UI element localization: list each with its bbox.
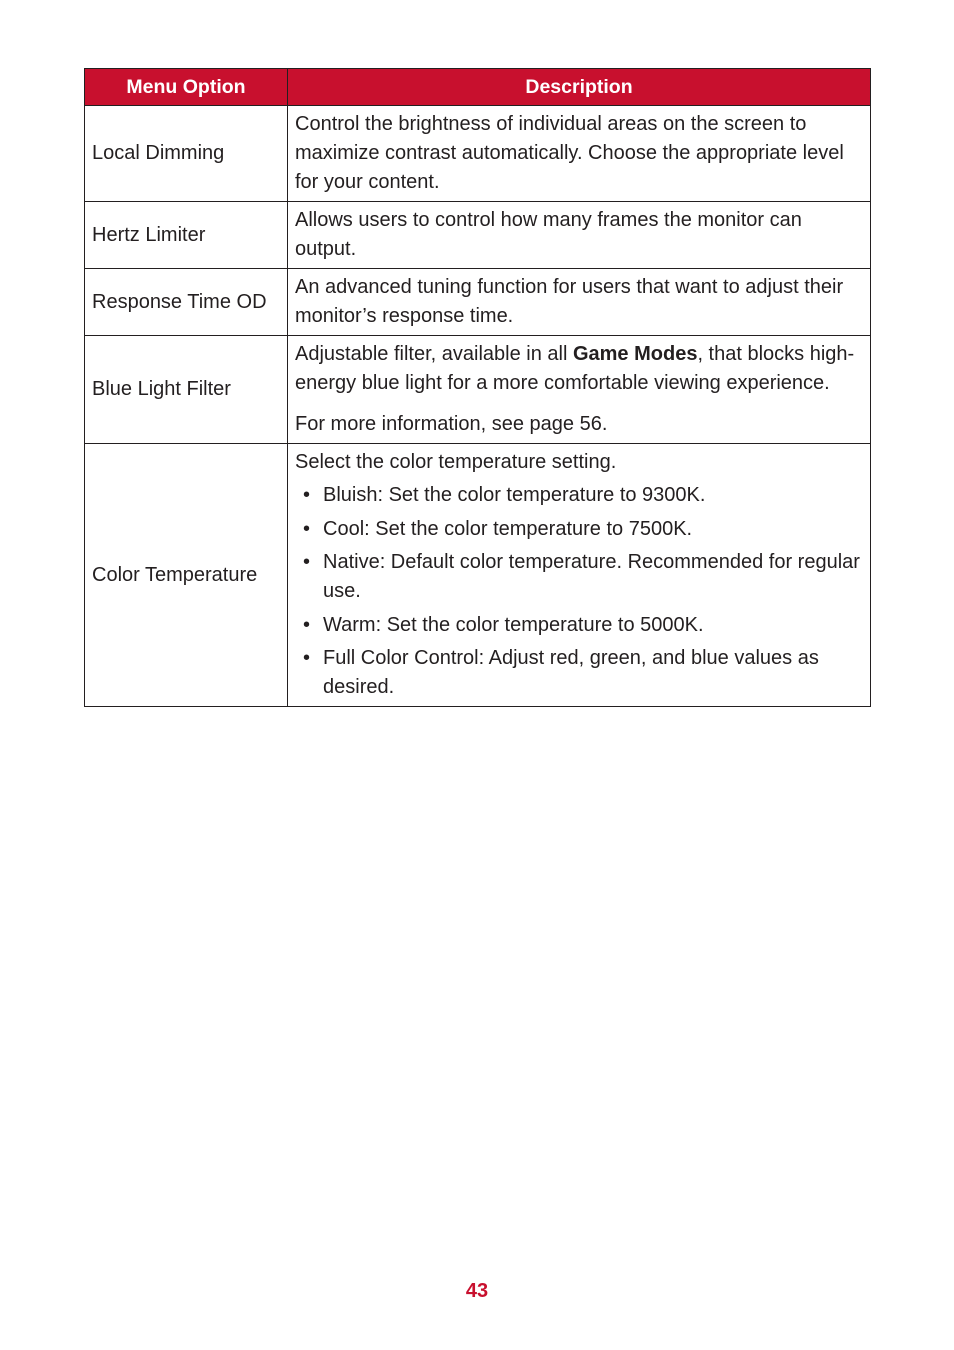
header-description: Description [288,69,871,106]
list-item-native: • Native: Default color temperature. Recommended for regular use. [295,548,864,606]
table-header-row [85,69,871,106]
page-number: 43 [465,1280,489,1302]
table-row [85,444,871,707]
option-blue-light-filter: Blue Light Filter [85,336,288,444]
list-item-bluish: • Bluish: Set the color temperature to 9300K. [295,481,864,510]
table-row [85,336,871,444]
table-row [85,269,871,336]
description-hertz-limiter: Allows users to control how many frames the monitor can output. [288,202,871,269]
more-info-note: For more information, see page 56. [295,413,608,435]
header-menu-option: Menu Option [85,69,288,106]
description-response-time-od: An advanced tuning function for users that want to adjust their monitor’s response time. [288,269,871,336]
list-item-warm: • Warm: Set the color temperature to 5000K. [295,611,864,640]
description-blue-light-filter [288,336,871,444]
description-text-after: , that blocks high-energy blue light for a more comfortable viewing experience. [295,343,855,394]
description-text [295,340,864,398]
list-item-full-color-control: • Full Color Control: Adjust red, green, and blue values as desired. [295,644,864,702]
game-modes-bold: Game Modes [572,343,698,365]
description-text-before: Adjustable filter, available in all [295,343,573,365]
option-response-time-od: Response Time OD [85,269,288,336]
option-hertz-limiter: Hertz Limiter [85,202,288,269]
list-item-cool: • Cool: Set the color temperature to 7500K. [295,515,864,544]
color-temperature-options-list [295,481,864,702]
option-local-dimming: Local Dimming [85,106,288,202]
description-color-temperature [288,444,871,707]
option-color-temperature: Color Temperature [85,444,288,707]
table-row [85,202,871,269]
description-local-dimming: Control the brightness of individual areas on the screen to maximize contrast automatically. Choose the appropriate level for your content. [288,106,871,202]
color-temperature-intro: Select the color temperature setting. [295,451,617,473]
table-row [85,106,871,202]
menu-options-table [84,68,871,707]
